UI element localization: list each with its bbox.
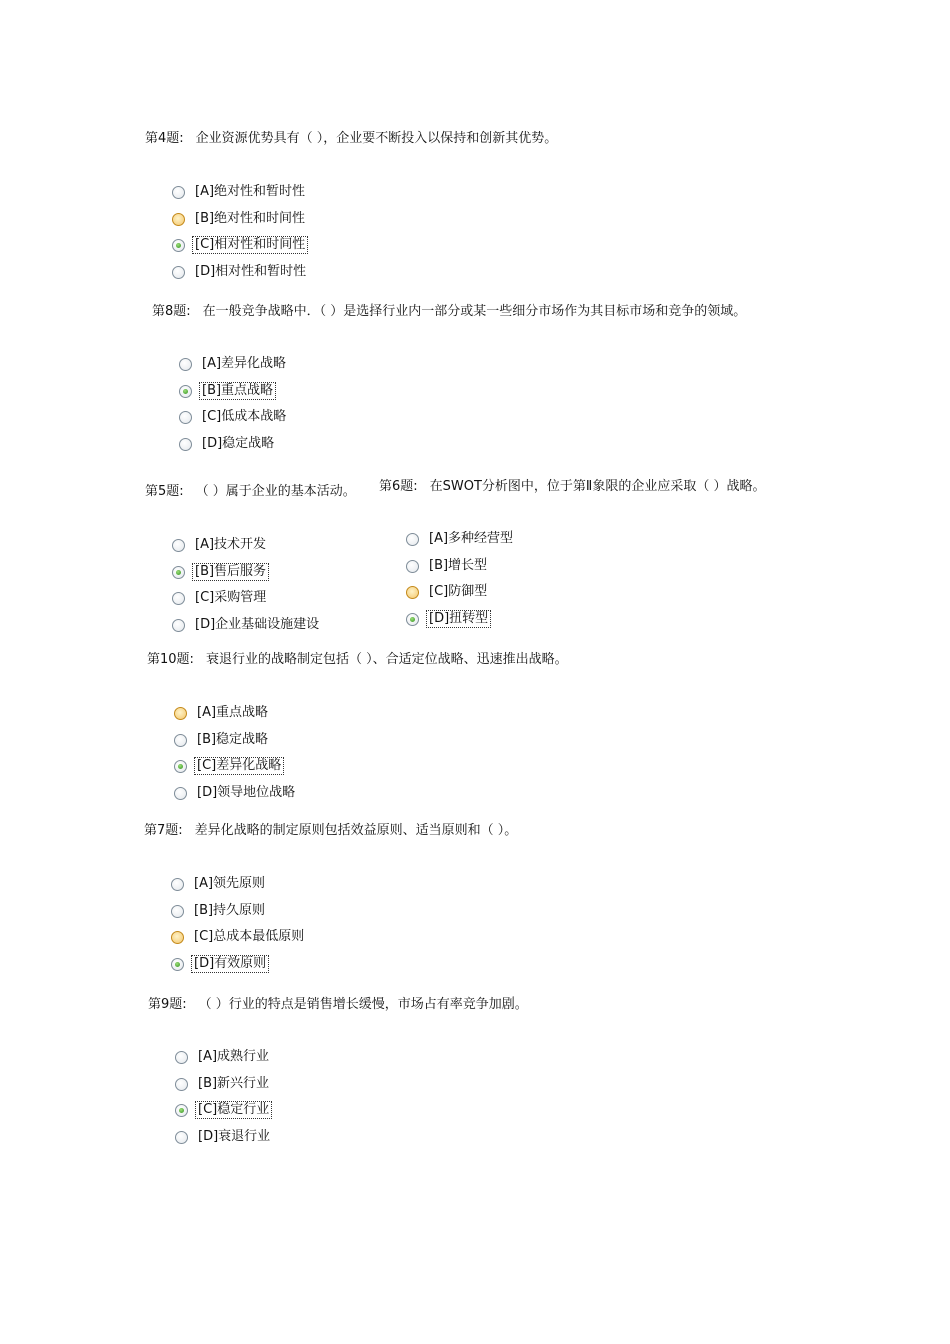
- radio-button-icon[interactable]: [406, 586, 419, 599]
- option-label[interactable]: [A]差异化战略: [202, 356, 287, 371]
- radio-button-icon[interactable]: [179, 438, 192, 451]
- question-3-option-a[interactable]: [172, 535, 269, 555]
- question-5-title: [147, 652, 568, 668]
- radio-button-icon[interactable]: [171, 878, 184, 891]
- radio-button-icon[interactable]: [172, 566, 185, 579]
- question-5-option-d[interactable]: [174, 783, 298, 803]
- question-6-option-a[interactable]: [171, 874, 268, 894]
- option-label[interactable]: [C]总成本最低原则: [194, 929, 305, 944]
- radio-button-icon[interactable]: [179, 358, 192, 371]
- question-1-option-b[interactable]: [172, 209, 308, 229]
- option-label[interactable]: [B]新兴行业: [198, 1076, 270, 1091]
- radio-button-icon[interactable]: [172, 539, 185, 552]
- radio-button-icon[interactable]: [406, 613, 419, 626]
- question-text: 在一般竞争战略中．（ ）是选择行业内一部分或某一些细分市场作为其目标市场和竞争的领域。: [202, 304, 747, 319]
- question-6-title: [144, 823, 517, 839]
- radio-button-icon[interactable]: [175, 1051, 188, 1064]
- question-1-title: [145, 131, 557, 147]
- radio-button-icon[interactable]: [172, 239, 185, 252]
- question-7-option-c[interactable]: [175, 1100, 272, 1120]
- option-label[interactable]: [A]重点战略: [197, 705, 269, 720]
- question-4-option-c[interactable]: [406, 582, 490, 602]
- radio-button-icon[interactable]: [171, 931, 184, 944]
- question-3-option-b[interactable]: [172, 562, 269, 582]
- option-label[interactable]: [C]防御型: [429, 584, 488, 599]
- radio-button-icon[interactable]: [171, 958, 184, 971]
- radio-button-icon[interactable]: [172, 592, 185, 605]
- question-text: 在SWOT分析图中，位于第Ⅱ象限的企业应采取（ ）战略。: [429, 479, 766, 494]
- radio-button-icon[interactable]: [174, 787, 187, 800]
- option-label[interactable]: [C]稳定行业: [195, 1101, 272, 1119]
- option-label[interactable]: [A]多种经营型: [429, 531, 514, 546]
- question-4-title: [379, 479, 765, 495]
- radio-button-icon[interactable]: [406, 560, 419, 573]
- option-label[interactable]: [D]稳定战略: [202, 436, 275, 451]
- option-label[interactable]: [B]稳定战略: [197, 732, 269, 747]
- question-6-option-d[interactable]: [171, 954, 269, 974]
- radio-button-icon[interactable]: [172, 266, 185, 279]
- option-label[interactable]: [D]有效原则: [191, 955, 269, 973]
- question-4-option-b[interactable]: [406, 556, 490, 576]
- radio-button-icon[interactable]: [171, 905, 184, 918]
- question-7-option-a[interactable]: [175, 1047, 272, 1067]
- question-3-option-d[interactable]: [172, 615, 322, 635]
- question-4-option-a[interactable]: [406, 529, 516, 549]
- question-5-option-a[interactable]: [174, 703, 271, 723]
- radio-button-icon[interactable]: [172, 619, 185, 632]
- option-label[interactable]: [A]领先原则: [194, 876, 266, 891]
- question-2-option-c[interactable]: [179, 407, 289, 427]
- question-2-option-a[interactable]: [179, 354, 289, 374]
- option-label[interactable]: [D]相对性和暂时性: [195, 264, 307, 279]
- question-number: 第7题:: [144, 823, 183, 838]
- question-5-option-b[interactable]: [174, 730, 271, 750]
- option-label[interactable]: [B]持久原则: [194, 903, 266, 918]
- option-label[interactable]: [B]重点战略: [199, 382, 276, 400]
- question-6-option-b[interactable]: [171, 901, 268, 921]
- question-number: 第4题:: [145, 131, 184, 146]
- radio-button-icon[interactable]: [172, 213, 185, 226]
- question-6-option-c[interactable]: [171, 927, 307, 947]
- question-number: 第8题:: [152, 304, 191, 319]
- radio-button-icon[interactable]: [179, 385, 192, 398]
- radio-button-icon[interactable]: [174, 707, 187, 720]
- question-7-option-b[interactable]: [175, 1074, 272, 1094]
- option-label[interactable]: [A]技术开发: [195, 537, 267, 552]
- question-number: 第9题:: [148, 997, 187, 1012]
- radio-button-icon[interactable]: [179, 411, 192, 424]
- question-number: 第10题:: [147, 652, 194, 667]
- question-3-title: [145, 484, 356, 500]
- question-4-option-d[interactable]: [406, 609, 491, 629]
- radio-button-icon[interactable]: [172, 186, 185, 199]
- option-label[interactable]: [B]绝对性和时间性: [195, 211, 306, 226]
- question-number: 第6题:: [379, 479, 418, 494]
- question-7-option-d[interactable]: [175, 1127, 273, 1147]
- option-label[interactable]: [A]成熟行业: [198, 1049, 270, 1064]
- radio-button-icon[interactable]: [175, 1078, 188, 1091]
- question-1-option-a[interactable]: [172, 182, 308, 202]
- option-label[interactable]: [D]扭转型: [426, 610, 491, 628]
- question-number: 第5题:: [145, 484, 184, 499]
- option-label[interactable]: [D]企业基础设施建设: [195, 617, 320, 632]
- question-text: （ ）行业的特点是销售增长缓慢，市场占有率竞争加剧。: [198, 997, 528, 1012]
- question-1-option-d[interactable]: [172, 262, 309, 282]
- radio-button-icon[interactable]: [175, 1104, 188, 1117]
- radio-button-icon[interactable]: [406, 533, 419, 546]
- option-label[interactable]: [D]领导地位战略: [197, 785, 296, 800]
- question-2-option-d[interactable]: [179, 434, 277, 454]
- question-text: 差异化战略的制定原则包括效益原则、适当原则和（ ）。: [194, 823, 518, 838]
- option-label[interactable]: [A]绝对性和暂时性: [195, 184, 306, 199]
- radio-button-icon[interactable]: [174, 760, 187, 773]
- question-1-option-c[interactable]: [172, 235, 308, 255]
- question-2-title: [152, 304, 746, 320]
- option-label[interactable]: [B]增长型: [429, 558, 488, 573]
- radio-button-icon[interactable]: [174, 734, 187, 747]
- option-label[interactable]: [B]售后服务: [192, 563, 269, 581]
- question-5-option-c[interactable]: [174, 756, 284, 776]
- option-label[interactable]: [C]低成本战略: [202, 409, 287, 424]
- option-label[interactable]: [C]采购管理: [195, 590, 267, 605]
- question-text: 衰退行业的战略制定包括（ ）、合适定位战略、迅速推出战略。: [205, 652, 568, 667]
- option-label[interactable]: [D]衰退行业: [198, 1129, 271, 1144]
- question-2-option-b[interactable]: [179, 381, 276, 401]
- question-7-title: [148, 997, 528, 1013]
- radio-button-icon[interactable]: [175, 1131, 188, 1144]
- option-label[interactable]: [C]差异化战略: [194, 757, 284, 775]
- question-3-option-c[interactable]: [172, 588, 269, 608]
- question-text: 企业资源优势具有（ ），企业要不断投入以保持和创新其优势。: [195, 131, 558, 146]
- question-text: （ ）属于企业的基本活动。: [195, 484, 356, 499]
- option-label[interactable]: [C]相对性和时间性: [192, 236, 308, 254]
